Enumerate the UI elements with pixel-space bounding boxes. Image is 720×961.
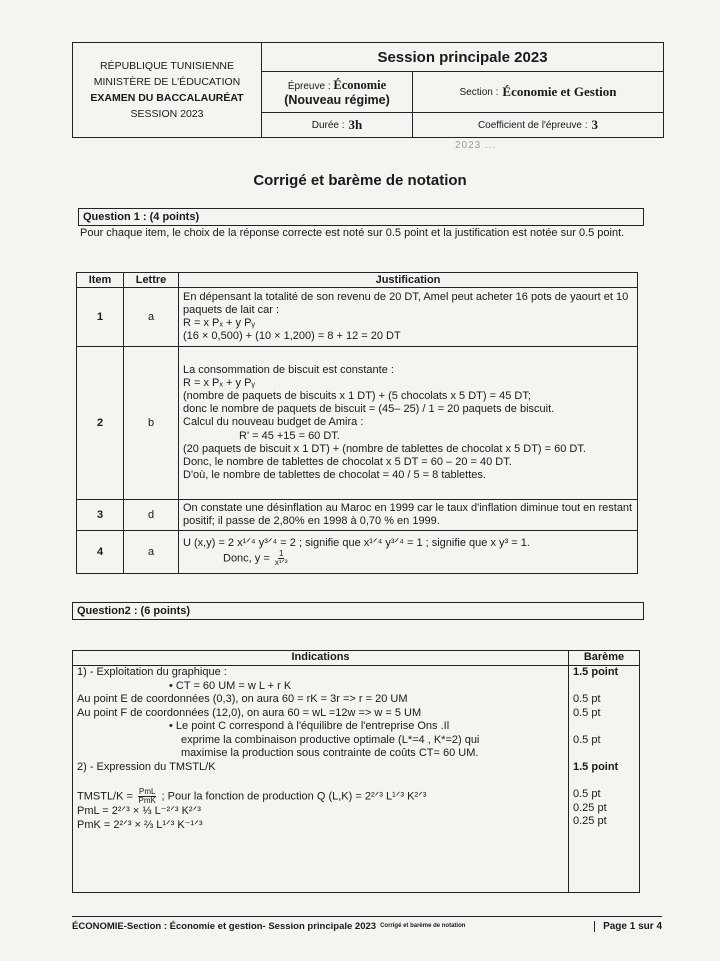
- bar-line: [573, 680, 635, 694]
- justification-cell: [179, 288, 638, 347]
- bar-line: 1.5 point: [573, 666, 619, 678]
- table-row: [77, 288, 638, 347]
- bar-line: [573, 720, 635, 734]
- item-cell: 2: [77, 347, 124, 500]
- epreuve-cell: [262, 72, 413, 112]
- col-justification: Justification: [179, 273, 638, 288]
- just-line: On constate une désinflation au Maroc en 1999 car le taux d'inflation diminue tout en restant positif; il passe de 2,80% en 1998 à 0,70 % en 1999.: [183, 501, 633, 527]
- pml-line: PmL = 2²ᐟ³ × ⅓ L⁻²ᐟ³ K²ᐟ³: [77, 805, 201, 817]
- question1-table: [76, 272, 638, 574]
- ind-text: Le point C correspond à l'équilibre de l'entreprise Ons .Il: [175, 720, 450, 732]
- lettre-cell: a: [124, 288, 179, 347]
- lettre-cell: d: [124, 500, 179, 531]
- coef-value: 3: [591, 117, 599, 132]
- page-footer: [72, 916, 662, 935]
- col-bareme: Barème: [569, 651, 640, 666]
- institution-block: [73, 43, 262, 137]
- table-header-row: [77, 273, 638, 288]
- republic-label: RÉPUBLIQUE TUNISIENNE: [99, 60, 234, 72]
- just-line: La consommation de biscuit est constante :: [183, 363, 394, 376]
- just-line: [183, 550, 633, 567]
- question1-heading: Question 1 : (4 points): [78, 208, 644, 226]
- justification-cell: [179, 500, 638, 531]
- just-text: Donc, y =: [223, 552, 270, 565]
- page-number: Page 1 sur 4: [594, 921, 662, 932]
- lettre-cell: a: [124, 531, 179, 574]
- item-cell: 3: [77, 500, 124, 531]
- footer-left: ÉCONOMIE-Section : Économie et gestion- Session principale 2023: [72, 920, 377, 932]
- ind-line: Au point E de coordonnées (0,3), on aura 60 = rK = 3r => r = 20 UM: [77, 693, 408, 705]
- session-year-label: SESSION 2023: [130, 108, 204, 120]
- col-indications: Indications: [73, 651, 569, 666]
- regime-label: (Nouveau régime): [284, 92, 390, 107]
- just-line: R = x Pₓ + y Pᵧ: [183, 317, 255, 329]
- just-line: Calcul du nouveau budget de Amira :: [183, 416, 364, 429]
- pmk-line: PmK = 2²ᐟ³ × ⅔ L¹ᐟ³ K⁻¹ᐟ³: [77, 818, 203, 831]
- table-row: [77, 500, 638, 531]
- ind-line: 2) - Expression du TMSTL/K: [77, 760, 216, 773]
- bar-line: 0.25 pt: [573, 801, 607, 814]
- page-title: Corrigé et barème de notation: [253, 172, 467, 189]
- exam-info-block: [262, 43, 663, 137]
- just-line: R = x Pₓ + y Pᵧ: [183, 376, 255, 389]
- stamp-mark: 2023 ...: [455, 140, 497, 151]
- tmst-line: [77, 788, 564, 805]
- ind-line: • Le point C correspond à l'équilibre de l'entreprise Ons .Il: [169, 720, 450, 732]
- ind-line: • CT = 60 UM = w L + r K: [169, 679, 292, 692]
- bareme-cell: [569, 666, 640, 893]
- just-line: U (x,y) = 2 x¹ᐟ⁴ y³ᐟ⁴ = 2 ; signifie que x¹ᐟ⁴ y³ᐟ⁴ = 1 ; signifie que x y³ = 1.: [183, 536, 530, 549]
- justification-cell: [179, 531, 638, 574]
- ind-line: 1) - Exploitation du graphique :: [77, 666, 227, 678]
- epreuve-label: Épreuve :: [287, 80, 331, 92]
- just-line: D'où, le nombre de tablettes de chocolat = 40 / 5 = 8 tablettes.: [183, 469, 486, 482]
- bar-line: 1.5 point: [573, 760, 619, 773]
- duree-label: Durée :: [311, 119, 345, 131]
- lettre-cell: b: [124, 347, 179, 500]
- ind-line: exprime la combinaison productive optimale (L*=4 , K*=2) qui: [181, 733, 480, 746]
- exam-header: [72, 42, 664, 138]
- spacer: [77, 774, 564, 788]
- bar-line: 0.5 pt: [573, 706, 601, 719]
- bar-line: 0.5 pt: [573, 693, 601, 705]
- bar-line: 0.5 pt: [573, 788, 601, 800]
- bar-line: [573, 747, 635, 761]
- ind-text: CT = 60 UM = w L + r K: [175, 679, 292, 692]
- duree-cell: [262, 113, 413, 137]
- fraction-denominator: x¹ᐟ³: [274, 558, 288, 568]
- fraction: [275, 550, 288, 567]
- section-label: Section :: [459, 86, 499, 98]
- just-line: R' = 45 +15 = 60 DT.: [239, 429, 340, 442]
- col-item: Item: [77, 273, 124, 288]
- fraction-denominator: PmK: [138, 796, 156, 805]
- ministry-label: MINISTÈRE DE L'ÉDUCATION: [93, 76, 241, 88]
- ind-line: Au point F de coordonnées (12,0), on aura 60 = wL =12w => w = 5 UM: [77, 706, 422, 719]
- table-row: [73, 666, 640, 893]
- table-header-row: [73, 651, 640, 666]
- just-line: donc le nombre de paquets de biscuit = (45– 25) / 1 = 20 paquets de biscuit.: [183, 403, 555, 416]
- section-cell: [413, 72, 663, 112]
- question2-table: [72, 650, 640, 893]
- justification-cell: [179, 347, 638, 500]
- exam-label: EXAMEN DU BACCALAURÉAT: [90, 92, 244, 104]
- just-line: Donc, le nombre de tablettes de chocolat x 5 DT = 60 – 20 = 40 DT.: [183, 456, 512, 468]
- item-cell: 1: [77, 288, 124, 347]
- section-value: Économie et Gestion: [502, 84, 617, 99]
- coef-cell: [413, 113, 663, 137]
- col-lettre: Lettre: [124, 273, 179, 288]
- fraction-numerator: PmL: [139, 787, 156, 796]
- epreuve-value: Économie: [333, 77, 387, 92]
- question1-intro: Pour chaque item, le choix de la réponse correcte est noté sur 0.5 point et la justification est notée sur 0.5 point.: [80, 227, 625, 239]
- bar-line: 0.5 pt: [573, 733, 601, 746]
- item-cell: 4: [77, 531, 124, 574]
- just-line: En dépensant la totalité de son revenu de 20 DT, Amel peut acheter 16 pots de yaourt et 10 paquets de lait car :: [183, 290, 629, 316]
- tmst-rest: ; Pour la fonction de production Q (L,K) = 2²ᐟ³ L¹ᐟ³ K²ᐟ³: [161, 790, 427, 803]
- question2-heading: Question2 : (6 points): [72, 602, 644, 620]
- coef-label: Coefficient de l'épreuve :: [477, 119, 588, 131]
- tmst-prefix: TMSTL/K =: [77, 790, 133, 803]
- session-title: Session principale 2023: [262, 43, 663, 72]
- just-line: (20 paquets de biscuit x 1 DT) + (nombre de tablettes de chocolat x 5 DT) = 60 DT.: [183, 442, 586, 455]
- bar-line: 0.25 pt: [573, 815, 607, 827]
- just-line: (16 × 0,500) + (10 × 1,200) = 8 + 12 = 20 DT: [183, 330, 401, 343]
- subject-row: [262, 72, 663, 113]
- indications-cell: [73, 666, 569, 893]
- ind-line: maximise la production sous contrainte de coûts CT= 60 UM.: [181, 747, 479, 759]
- fraction: [138, 788, 156, 805]
- table-row: [77, 531, 638, 574]
- footer-doc-title: Corrigé et barème de notation: [380, 923, 466, 929]
- duree-value: 3h: [348, 117, 363, 132]
- table-row: [77, 347, 638, 500]
- just-line: (nombre de paquets de biscuits x 1 DT) + (5 chocolats x 5 DT) = 45 DT;: [183, 389, 531, 402]
- duration-row: [262, 113, 663, 137]
- fraction-numerator: 1: [278, 549, 284, 559]
- spacer: [573, 774, 635, 788]
